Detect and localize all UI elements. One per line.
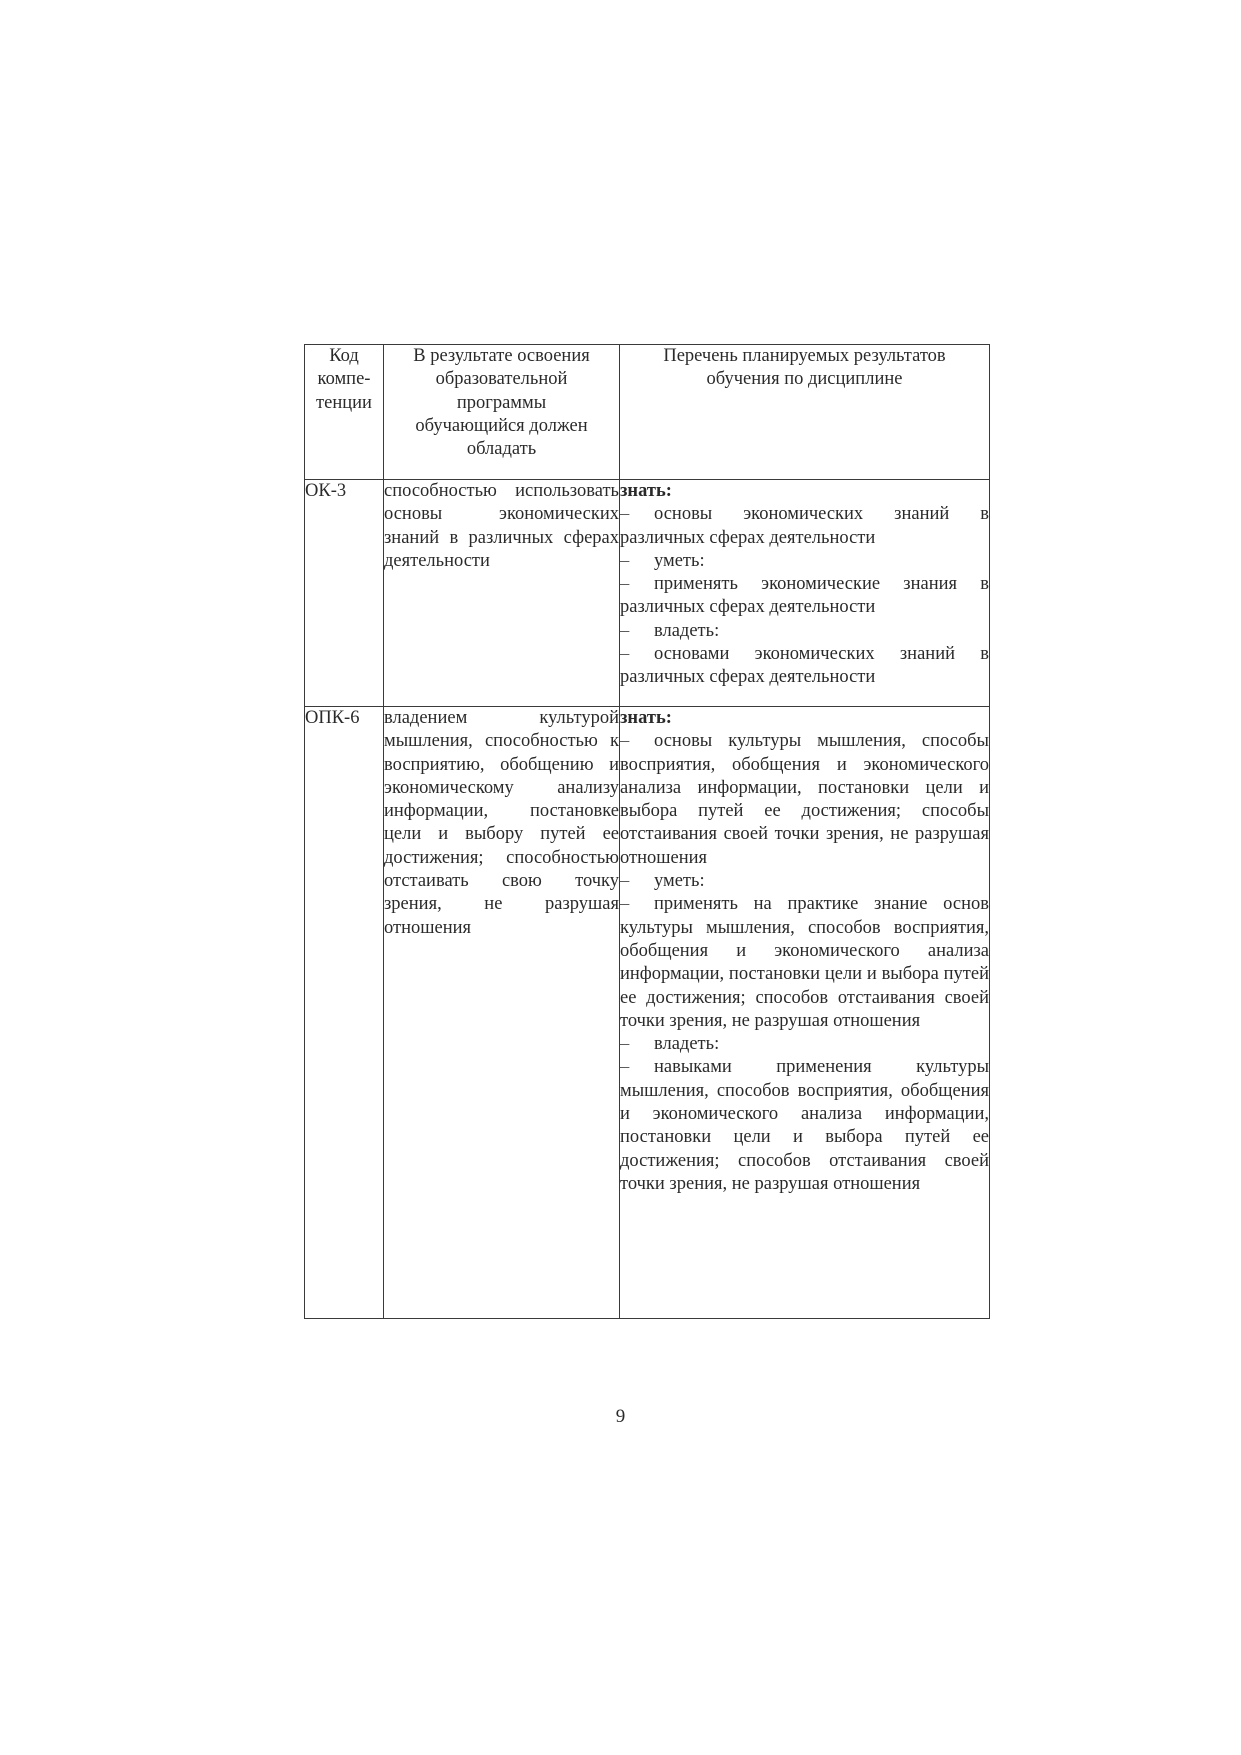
result-item-text: основами экономических знаний в различных сферах деятельности bbox=[620, 644, 989, 688]
competence-code: ОПК-6 bbox=[305, 707, 384, 1319]
result-item-text: применять экономические знания в различных сферах деятельности bbox=[620, 574, 989, 618]
header-code-line: тенции bbox=[316, 392, 372, 413]
result-item-text: владеть: bbox=[654, 1034, 720, 1055]
dash-marker: – bbox=[620, 620, 630, 641]
header-result-line: В результате освоения bbox=[413, 346, 590, 366]
result-item bbox=[620, 893, 989, 1033]
dash-marker: – bbox=[620, 504, 630, 525]
header-result-line: обучающийся должен bbox=[415, 415, 588, 436]
know-label: знать: bbox=[620, 481, 672, 501]
result-item bbox=[620, 643, 989, 690]
header-planned-line: обучения по дисциплине bbox=[706, 369, 903, 390]
result-item-text: основы культуры мышления, способы восприятия, обобщения и экономического анализа информации, постановки цели и выбора путей ее достижения; способы отстаивания своей точки зрения, не разрушая отношения bbox=[620, 731, 989, 868]
know-label: знать: bbox=[620, 708, 672, 728]
header-code-line: Код bbox=[329, 346, 359, 366]
competence-code: ОК-3 bbox=[305, 480, 384, 707]
header-planned-results bbox=[620, 345, 990, 480]
result-item-text: уметь: bbox=[654, 871, 705, 892]
header-result-line: обладать bbox=[466, 439, 537, 460]
table-row bbox=[305, 480, 990, 707]
result-item-text: уметь: bbox=[654, 550, 705, 571]
competence-table bbox=[304, 344, 990, 1319]
header-code-line: компе- bbox=[317, 369, 371, 390]
learning-results bbox=[620, 480, 990, 707]
table-header-row bbox=[305, 345, 990, 480]
result-item bbox=[620, 503, 989, 550]
dash-marker: – bbox=[620, 1034, 630, 1055]
learning-results bbox=[620, 707, 990, 1319]
result-item-text: навыками применения культуры мышления, способов восприятия, обобщения и экономического анализа информации, постановки цели и выбора путей ее достижения; способов отстаивания своей точки зрения, не разрушая отношения bbox=[620, 1057, 989, 1194]
dash-marker: – bbox=[620, 574, 630, 595]
dash-marker: – bbox=[620, 871, 630, 892]
competence-description: владением культурой мышления, способностью к восприятию, обобщению и экономическому анализу информации, постановке цели и выбору путей ее достижения; способностью отстаивать свою точку зрения, не разрушая отношения bbox=[384, 707, 620, 1319]
dash-marker: – bbox=[620, 644, 630, 665]
dash-marker: – bbox=[620, 894, 630, 915]
competence-description: способностью использовать основы экономических знаний в различных сферах деятельности bbox=[384, 480, 620, 707]
dash-marker: – bbox=[620, 550, 630, 571]
header-result-line: программы bbox=[456, 392, 547, 413]
dash-marker: – bbox=[620, 731, 630, 752]
result-item-text: применять на практике знание основ культуры мышления, способов восприятия, обобщения и экономического анализа информации, постановки цели и выбора путей ее достижения; способов отстаивания своей точки зрения, не разрушая отношения bbox=[620, 894, 989, 1031]
result-item bbox=[620, 550, 989, 573]
header-result bbox=[384, 345, 620, 480]
page-number: 9 bbox=[615, 1406, 626, 1427]
result-item bbox=[620, 730, 989, 870]
result-item bbox=[620, 870, 989, 893]
result-item bbox=[620, 1056, 989, 1196]
result-item-text: владеть: bbox=[654, 620, 720, 641]
table-row bbox=[305, 707, 990, 1319]
result-item bbox=[620, 620, 989, 643]
header-result-line: образовательной bbox=[435, 369, 568, 390]
result-item bbox=[620, 573, 989, 620]
result-item bbox=[620, 1033, 989, 1056]
result-item-text: основы экономических знаний в различных сферах деятельности bbox=[620, 504, 989, 548]
dash-marker: – bbox=[620, 1057, 630, 1078]
header-planned-line: Перечень планируемых результатов bbox=[663, 346, 946, 366]
header-code bbox=[305, 345, 384, 480]
